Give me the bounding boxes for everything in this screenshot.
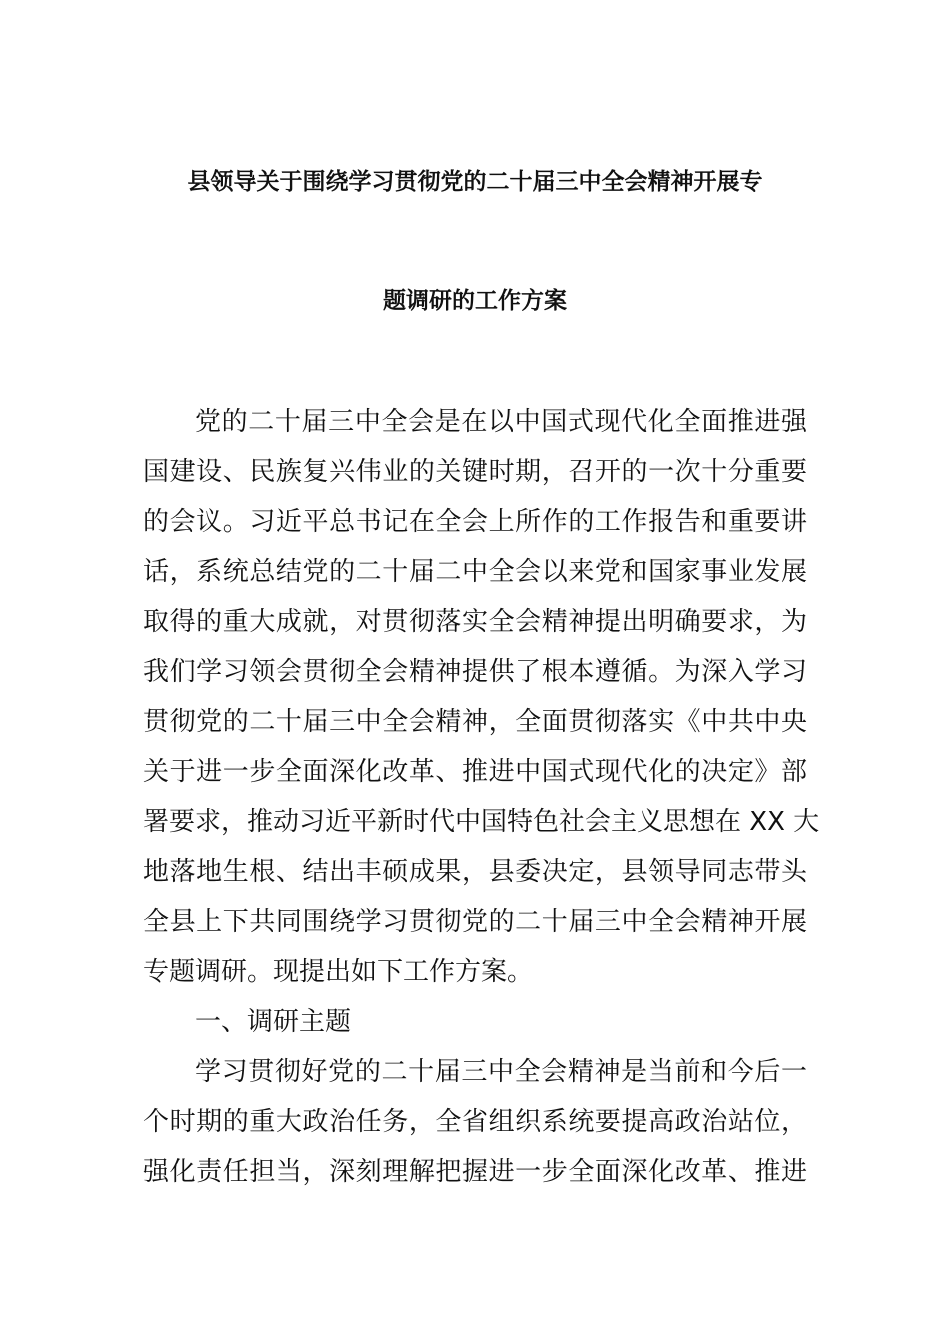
paragraph-line: 个时期的重大政治任务，全省组织系统要提高政治站位， (143, 1107, 807, 1137)
paragraph-line: 关于进一步全面深化改革、推进中国式现代化的决定》部 (143, 757, 807, 787)
section-1-paragraph (143, 1047, 807, 1197)
paragraph-line: 的会议。习近平总书记在全会上所作的工作报告和重要讲 (143, 507, 807, 537)
document-title-line-1: 县领导关于围绕学习贯彻党的二十届三中全会精神开展专 (187, 169, 763, 195)
paragraph-line: 取得的重大成就，对贯彻落实全会精神提出明确要求，为 (143, 607, 807, 637)
paragraph-line: 国建设、民族复兴伟业的关键时期，召开的一次十分重要 (143, 457, 807, 487)
section-heading (143, 997, 807, 1047)
paragraph-line: 署要求，推动习近平新时代中国特色社会主义思想在 XX 大 (143, 807, 820, 837)
paragraph-line: 学习贯彻好党的二十届三中全会精神是当前和今后一 (195, 1057, 807, 1087)
intro-paragraph (143, 397, 820, 997)
paragraph-line: 贯彻党的二十届三中全会精神，全面贯彻落实《中共中央 (143, 707, 807, 737)
paragraph-line: 地落地生根、结出丰硕成果，县委决定，县领导同志带头 (143, 857, 807, 887)
document-title-line-2: 题调研的工作方案 (383, 288, 567, 314)
paragraph-line: 党的二十届三中全会是在以中国式现代化全面推进强 (195, 407, 807, 437)
paragraph-line: 强化责任担当，深刻理解把握进一步全面深化改革、推进 (143, 1157, 807, 1187)
paragraph-line: 话，系统总结党的二十届二中全会以来党和国家事业发展 (143, 557, 807, 587)
paragraph-line: 我们学习领会贯彻全会精神提供了根本遵循。为深入学习 (143, 657, 807, 687)
paragraph-line: 专题调研。现提出如下工作方案。 (143, 957, 534, 987)
section-1-heading: 一、调研主题 (195, 1007, 352, 1037)
paragraph-line: 全县上下共同围绕学习贯彻党的二十届三中全会精神开展 (143, 907, 807, 937)
